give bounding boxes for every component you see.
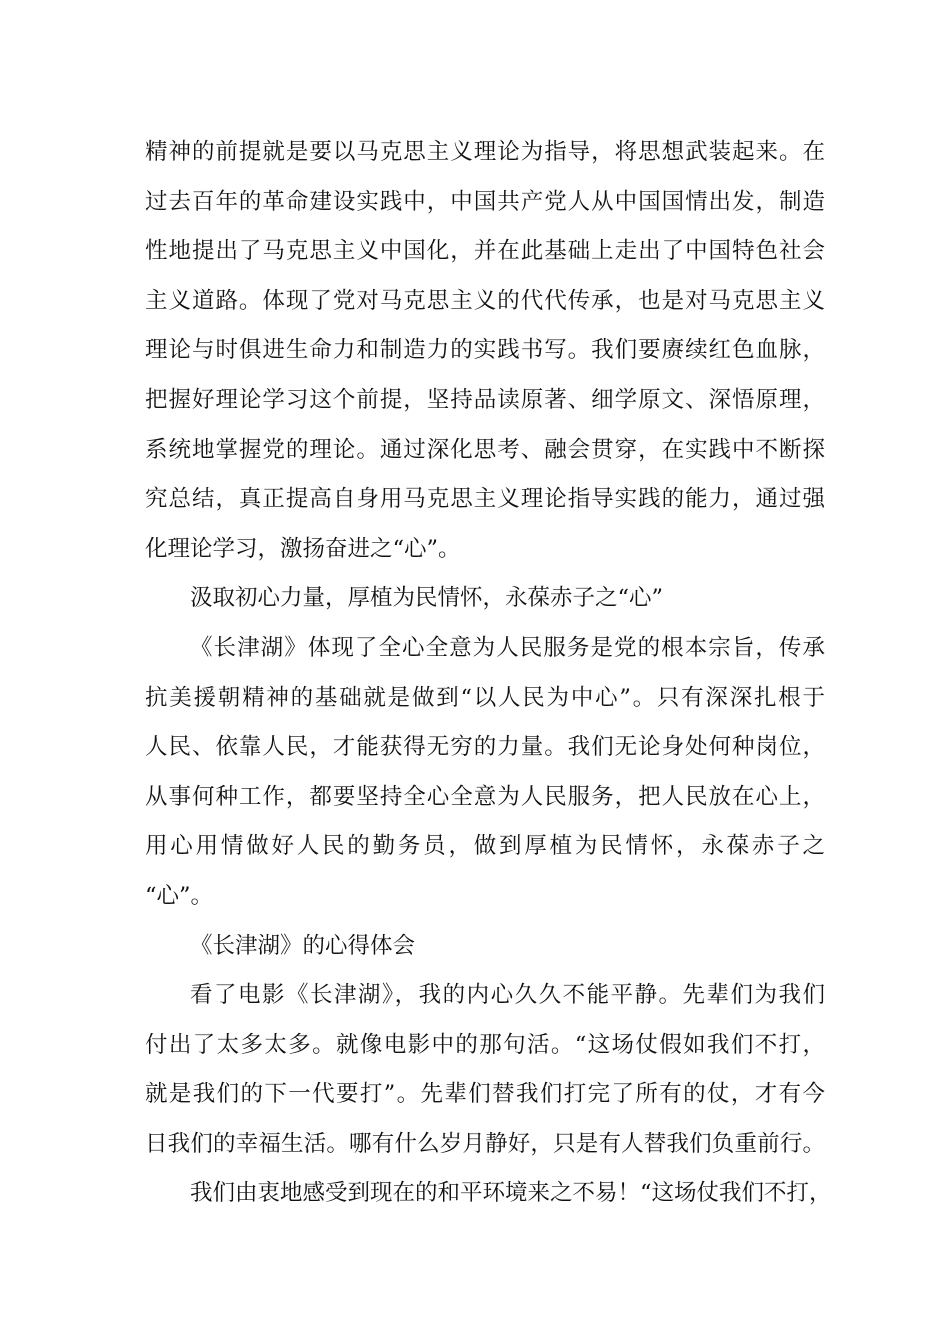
- text-line: 性地提出了马克思主义中国化，并在此基础上走出了中国特色社会: [145, 238, 825, 265]
- text-line: 用心用情做好人民的勤务员，做到厚植为民情怀，永葆赤子之: [145, 833, 825, 860]
- section-title: 《长津湖》的心得体会: [190, 932, 416, 959]
- text-line: 系统地掌握党的理论。通过深化思考、融会贯穿，在实践中不断探: [145, 436, 825, 463]
- text-line: 究总结，真正提高自身用马克思主义理论指导实践的能力，通过强: [145, 486, 825, 513]
- document-body: [145, 128, 832, 1219]
- text-line: 抗美援朝精神的基础就是做到“以人民为中心”。只有深深扎根于: [145, 684, 825, 711]
- text-line: 付出了太多太多。就像电影中的那句活。“这场仗假如我们不打，: [145, 1031, 825, 1058]
- text-line: 主义道路。体现了党对马克思主义的代代传承，也是对马克思主义: [145, 287, 825, 314]
- text-line: 我们由衷地感受到现在的和平环境来之不易！“这场仗我们不打，: [190, 1180, 832, 1207]
- text-line: 人民、依靠人民，才能获得无穷的力量。我们无论身处何种岗位，: [145, 734, 825, 761]
- text-line: 把握好理论学习这个前提，坚持品读原著、细学原文、深悟原理，: [145, 386, 825, 413]
- text-line: 从事何种工作，都要坚持全心全意为人民服务，把人民放在心上，: [145, 783, 825, 810]
- text-line: “心”。: [145, 882, 214, 909]
- text-line: 过去百年的革命建设实践中，中国共产党人从中国国情出发，制造: [145, 188, 825, 215]
- text-line: 就是我们的下一代要打”。先辈们替我们打完了所有的仗，才有今: [145, 1081, 825, 1108]
- text-line: 日我们的幸福生活。哪有什么岁月静好，只是有人替我们负重前行。: [145, 1130, 825, 1157]
- text-line: 看了电影《长津湖》，我的内心久久不能平静。先辈们为我们: [190, 982, 825, 1009]
- text-line: 《长津湖》体现了全心全意为人民服务是党的根本宗旨，传承: [190, 634, 825, 661]
- text-line: 精神的前提就是要以马克思主义理论为指导，将思想武装起来。在: [145, 139, 825, 165]
- section-heading: 汲取初心力量，厚植为民情怀，永葆赤子之“心”: [190, 585, 664, 612]
- text-line: 理论与时俱进生命力和制造力的实践书写。我们要赓续红色血脉，: [145, 337, 825, 364]
- text-line: 化理论学习，激扬奋进之“心”。: [145, 535, 461, 562]
